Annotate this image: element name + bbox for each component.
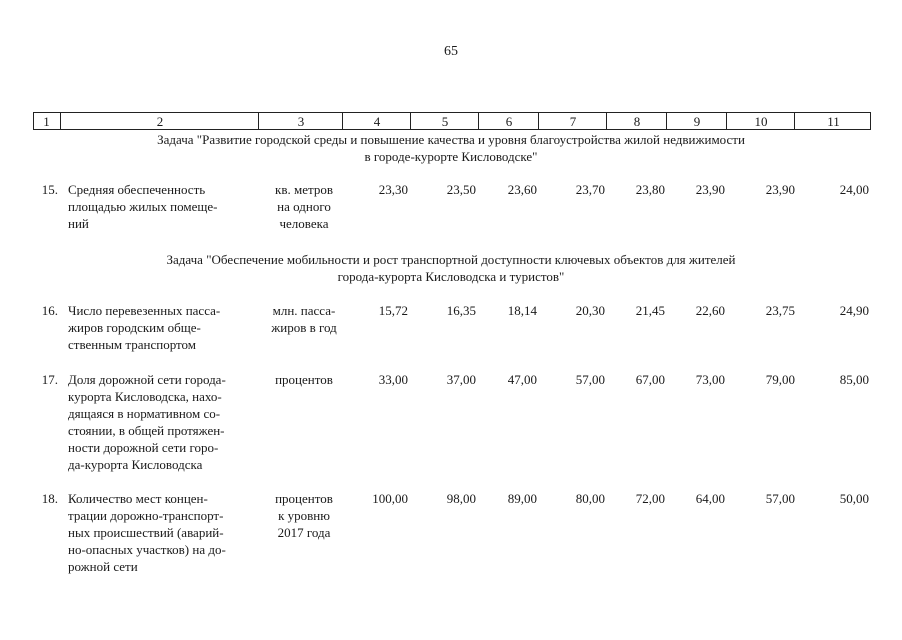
row-number: 15. xyxy=(41,182,58,197)
column-number-cell: 8 xyxy=(606,113,667,129)
value-col-10: 23,75 xyxy=(765,303,795,318)
unit-of-measure: процентов к уровню 2017 года xyxy=(275,491,333,540)
value-col-7: 57,00 xyxy=(575,372,605,387)
column-number-cell: 11 xyxy=(794,113,872,129)
row-number: 18. xyxy=(41,491,58,506)
value-col-9: 64,00 xyxy=(695,491,725,506)
value-col-6: 47,00 xyxy=(507,372,537,387)
value-col-6: 89,00 xyxy=(507,491,537,506)
value-col-4: 23,30 xyxy=(378,182,408,197)
column-number-cell: 2 xyxy=(60,113,259,129)
value-col-5: 23,50 xyxy=(446,182,476,197)
indicator-name: Доля дорожной сети города- курорта Кисловодска, нахо- дящаяся в нормативном со- стоянии, в общей протяжен- ности дорожной сети горо- да-курорта Кисловодска xyxy=(68,372,226,472)
column-number-cell: 1 xyxy=(43,114,50,129)
task-heading-mobility-line-2: города-курорта Кисловодска и туристов" xyxy=(337,269,565,284)
value-col-10: 57,00 xyxy=(765,491,795,506)
value-col-7: 20,30 xyxy=(575,303,605,318)
indicator-name: Средняя обеспеченность площадью жилых помеще- ний xyxy=(68,182,218,231)
value-col-9: 22,60 xyxy=(695,303,725,318)
column-number-cell: 7 xyxy=(538,113,607,129)
value-col-11: 24,90 xyxy=(839,303,869,318)
page-number: 65 xyxy=(444,44,458,59)
task-heading-mobility-line-1: Задача "Обеспечение мобильности и рост транспортной доступности ключевых объектов для жителей xyxy=(166,252,736,267)
column-number-header xyxy=(33,112,871,130)
column-number-cell: 10 xyxy=(726,113,795,129)
task-heading-urban-environment-line-2: в городе-курорте Кисловодске" xyxy=(364,149,538,164)
indicator-name: Количество мест концен- трации дорожно-транспорт- ных происшествий (аварий- но-опасных участков) на до- рожной сети xyxy=(68,491,226,574)
column-number-cell: 9 xyxy=(666,113,727,129)
unit-of-measure: млн. пасса- жиров в год xyxy=(271,303,337,335)
row-number: 16. xyxy=(41,303,58,318)
value-col-11: 24,00 xyxy=(839,182,869,197)
value-col-9: 23,90 xyxy=(695,182,725,197)
value-col-8: 72,00 xyxy=(635,491,665,506)
value-col-9: 73,00 xyxy=(695,372,725,387)
value-col-4: 15,72 xyxy=(378,303,408,318)
value-col-6: 23,60 xyxy=(507,182,537,197)
value-col-10: 79,00 xyxy=(765,372,795,387)
task-heading-urban-environment-line-1: Задача "Развитие городской среды и повышение качества и уровня благоустройства жилой недвижимости xyxy=(157,132,745,147)
value-col-10: 23,90 xyxy=(765,182,795,197)
value-col-8: 21,45 xyxy=(635,303,665,318)
value-col-8: 23,80 xyxy=(635,182,665,197)
value-col-4: 100,00 xyxy=(372,491,408,506)
value-col-5: 16,35 xyxy=(446,303,476,318)
value-col-5: 98,00 xyxy=(446,491,476,506)
value-col-11: 85,00 xyxy=(839,372,869,387)
value-col-8: 67,00 xyxy=(635,372,665,387)
row-number: 17. xyxy=(41,372,58,387)
column-number-cell: 6 xyxy=(478,113,539,129)
unit-of-measure: процентов xyxy=(275,372,333,387)
value-col-6: 18,14 xyxy=(507,303,537,318)
column-number-cell: 5 xyxy=(410,113,479,129)
value-col-11: 50,00 xyxy=(839,491,869,506)
column-number-cell: 4 xyxy=(342,113,411,129)
unit-of-measure: кв. метров на одного человека xyxy=(275,182,333,231)
column-number-cell: 3 xyxy=(258,113,343,129)
value-col-7: 80,00 xyxy=(575,491,605,506)
indicator-name: Число перевезенных пасса- жиров городским обще- ственным транспортом xyxy=(68,303,221,352)
value-col-5: 37,00 xyxy=(446,372,476,387)
value-col-4: 33,00 xyxy=(378,372,408,387)
value-col-7: 23,70 xyxy=(575,182,605,197)
